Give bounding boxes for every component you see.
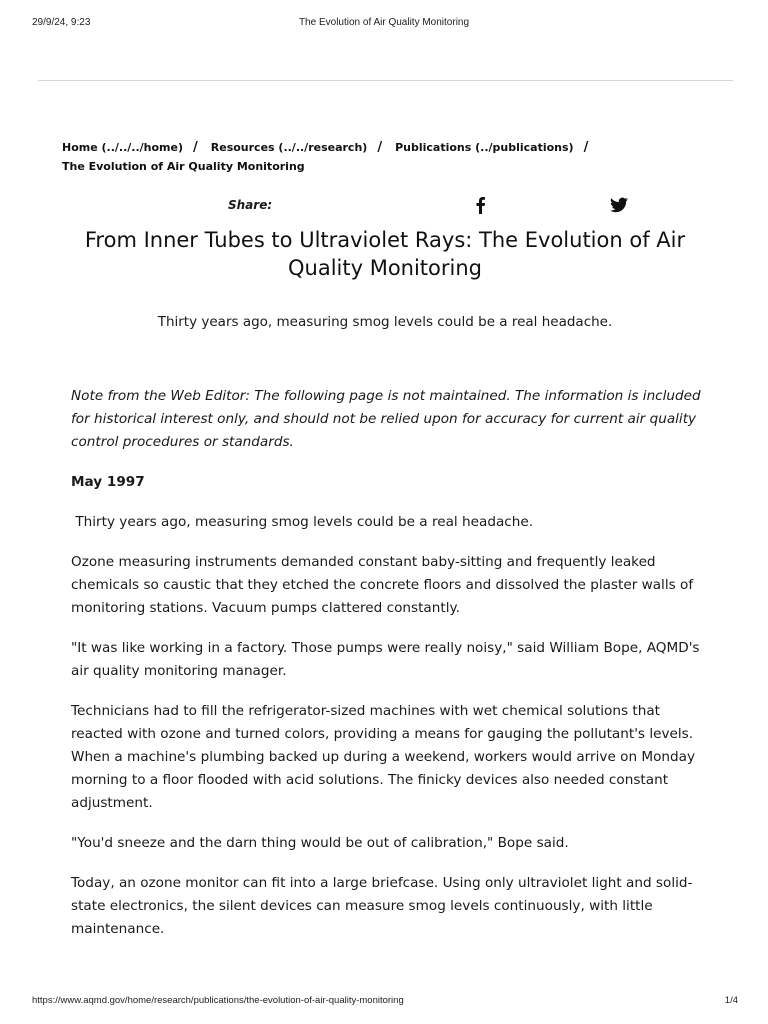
article-paragraph: "You'd sneeze and the darn thing would be out of calibration," Bope said. xyxy=(71,835,569,851)
breadcrumb-resources[interactable]: Resources (../../research) xyxy=(210,141,368,154)
page-number: 1/4 xyxy=(724,995,738,1006)
article-paragraph: Ozone measuring instruments demanded constant baby-sitting and frequently leaked chemicals so caustic that they etched the concrete floors and dissolved the plaster walls of monitoring stations. Vacuum pumps clattered constantly. xyxy=(71,554,694,616)
breadcrumb-separator: / xyxy=(377,140,383,155)
breadcrumb-home[interactable]: Home (../../../home) xyxy=(62,141,184,154)
article-body xyxy=(71,385,704,958)
breadcrumb-publications[interactable]: Publications (../publications) xyxy=(395,141,574,154)
breadcrumb-separator: / xyxy=(193,140,198,155)
print-url: https://www.aqmd.gov/home/research/publications/the-evolution-of-air-quality-monitoring xyxy=(32,995,404,1006)
print-title: The Evolution of Air Quality Monitoring xyxy=(298,17,470,28)
article-paragraph: Today, an ozone monitor can fit into a large briefcase. Using only ultraviolet light and solid-state electronics, the silent devices can measure smog levels continuously, with little maintenance. xyxy=(71,875,693,937)
editor-note: Note from the Web Editor: The following page is not maintained. The information is included for historical interest only, and should not be relied upon for accuracy for current air quality control procedures or standards. xyxy=(71,388,701,450)
share-bar xyxy=(0,196,768,216)
share-label: Share: xyxy=(228,198,273,212)
article-paragraph: Thirty years ago, measuring smog levels could be a real headache. xyxy=(71,514,534,530)
breadcrumb-current: The Evolution of Air Quality Monitoring xyxy=(62,160,305,173)
article-paragraph: "It was like working in a factory. Those pumps were really noisy," said William Bope, AQMD's air quality monitoring manager. xyxy=(71,640,700,679)
article-subtitle: Thirty years ago, measuring smog levels could be a real headache. xyxy=(157,314,613,330)
print-header xyxy=(0,17,768,31)
header-divider xyxy=(38,80,733,81)
article-date: May 1997 xyxy=(71,474,145,490)
breadcrumb-separator: / xyxy=(583,140,589,155)
article-paragraph: Technicians had to fill the refrigerator-sized machines with wet chemical solutions that reacted with ozone and turned colors, providing a means for gauging the pollutant's levels. When a machine's plumbing backed up during a weekend, workers would arrive on Monday morning to a floor flooded with acid solutions. The finicky devices also needed constant adjustment. xyxy=(71,703,696,811)
article-title: From Inner Tubes to Ultraviolet Rays: The Evolution of Air Quality Monitoring xyxy=(84,228,686,280)
facebook-icon[interactable] xyxy=(473,196,487,214)
breadcrumb xyxy=(62,138,702,176)
print-footer xyxy=(0,995,768,1009)
print-date: 29/9/24, 9:23 xyxy=(32,17,91,28)
twitter-icon[interactable] xyxy=(610,197,628,213)
